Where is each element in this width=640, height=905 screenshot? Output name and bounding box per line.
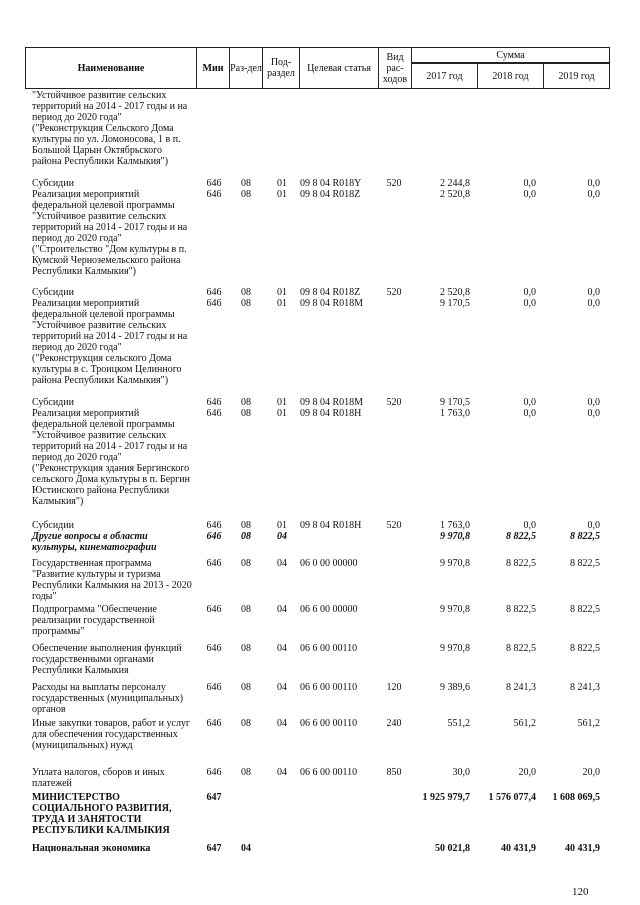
row-vid: 520 (386, 178, 402, 189)
row-min: 646 (206, 520, 222, 531)
row-min: 647 (206, 843, 222, 854)
header-razdel: Раз-дел (229, 47, 263, 89)
row-sum-2019: 8 241,3 (570, 682, 600, 693)
row-sum-2019: 20,0 (582, 767, 600, 778)
row-sum-2019: 0,0 (587, 189, 600, 200)
row-min: 646 (206, 298, 222, 309)
row-min: 646 (206, 558, 222, 569)
row-sum-2017: 2 244,8 (440, 178, 470, 189)
row-sum-2017: 2 520,8 (440, 189, 470, 200)
row-celevaya: 09 8 04 R018H (300, 408, 362, 419)
row-min: 646 (206, 682, 222, 693)
row-sum-2017: 9 970,8 (440, 604, 470, 615)
row-sum-2019: 0,0 (587, 298, 600, 309)
row-name: Субсидии (32, 397, 74, 408)
row-podrazdel: 04 (277, 682, 287, 693)
row-podrazdel: 01 (277, 189, 287, 200)
row-celevaya: 09 8 04 R018Z (300, 189, 361, 200)
row-razdel: 08 (241, 298, 251, 309)
row-name: Реализация мероприятий федеральной целевой программы "Устойчивое развитие сельских территорий на 2014 - 2017 годы и на период до 2020 года" ("Реконструкция здания Бергинского сельского Дома культуры в п. Бергин Юстинского района Республики Калмыкия") (32, 408, 190, 507)
row-min: 646 (206, 531, 222, 542)
row-sum-2019: 8 822,5 (570, 531, 600, 542)
row-sum-2017: 30,0 (452, 767, 470, 778)
row-podrazdel: 04 (277, 643, 287, 654)
header-vid: Вид рас-ходов (378, 47, 412, 89)
row-name: Реализация мероприятий федеральной целевой программы "Устойчивое развитие сельских территорий на 2014 - 2017 годы и на период до 2020 года" ("Реконструкция сельского Дома культуры в с. Троицком Целинного района Республики Калмыкия") (32, 298, 188, 386)
row-sum-2018: 0,0 (523, 298, 536, 309)
row-sum-2018: 0,0 (523, 287, 536, 298)
row-sum-2018: 561,2 (513, 718, 536, 729)
row-celevaya: 06 6 00 00110 (300, 767, 358, 778)
row-razdel: 08 (241, 189, 251, 200)
row-sum-2017: 9 970,8 (440, 531, 470, 542)
row-razdel: 08 (241, 397, 251, 408)
row-sum-2019: 40 431,9 (565, 843, 600, 854)
row-vid: 120 (386, 682, 402, 693)
row-sum-2017: 2 520,8 (440, 287, 470, 298)
page-number: 120 (572, 886, 589, 898)
row-celevaya: 09 8 04 R018M (300, 298, 364, 309)
row-razdel: 08 (241, 682, 251, 693)
row-name: Субсидии (32, 287, 74, 298)
row-sum-2019: 8 822,5 (570, 643, 600, 654)
header-name: Наименование (25, 47, 197, 89)
row-sum-2018: 8 822,5 (506, 643, 536, 654)
header-podrazdel: Под-раздел (262, 47, 300, 89)
row-min: 646 (206, 604, 222, 615)
row-razdel: 08 (241, 767, 251, 778)
row-vid: 850 (386, 767, 402, 778)
header-2017: 2017 год (411, 63, 478, 89)
row-celevaya: 09 8 04 R018Y (300, 178, 362, 189)
row-name: Национальная экономика (32, 843, 151, 854)
row-sum-2018: 0,0 (523, 397, 536, 408)
header-summa: Сумма (411, 47, 610, 63)
row-sum-2018: 8 241,3 (506, 682, 536, 693)
row-sum-2019: 561,2 (577, 718, 600, 729)
row-sum-2018: 0,0 (523, 189, 536, 200)
row-razdel: 08 (241, 718, 251, 729)
row-podrazdel: 01 (277, 298, 287, 309)
row-sum-2018: 1 576 077,4 (488, 792, 536, 803)
header-2019: 2019 год (543, 63, 610, 89)
row-razdel: 08 (241, 287, 251, 298)
row-sum-2019: 0,0 (587, 408, 600, 419)
row-podrazdel: 04 (277, 767, 287, 778)
row-podrazdel: 01 (277, 178, 287, 189)
row-min: 646 (206, 643, 222, 654)
row-sum-2019: 1 608 069,5 (552, 792, 600, 803)
row-celevaya: 09 8 04 R018H (300, 520, 362, 531)
header-min: Мин (196, 47, 230, 89)
row-sum-2019: 0,0 (587, 178, 600, 189)
row-name: Подпрограмма "Обеспечение реализации государственной программы" (32, 604, 157, 637)
row-sum-2018: 0,0 (523, 520, 536, 531)
row-name: Государственная программа "Развитие культуры и туризма Республики Калмыкия на 2013 - 2020 годы" (32, 558, 192, 602)
row-min: 646 (206, 718, 222, 729)
header-celevaya: Целевая статья (299, 47, 379, 89)
row-sum-2019: 0,0 (587, 287, 600, 298)
row-vid: 520 (386, 520, 402, 531)
row-sum-2017: 9 970,8 (440, 643, 470, 654)
row-name: Субсидии (32, 520, 74, 531)
row-razdel: 08 (241, 531, 251, 542)
row-sum-2017: 50 021,8 (435, 843, 470, 854)
row-razdel: 08 (241, 520, 251, 531)
row-sum-2018: 8 822,5 (506, 531, 536, 542)
row-sum-2018: 8 822,5 (506, 604, 536, 615)
row-celevaya: 06 6 00 00000 (300, 604, 358, 615)
row-razdel: 08 (241, 408, 251, 419)
row-razdel: 08 (241, 643, 251, 654)
row-razdel: 08 (241, 178, 251, 189)
row-celevaya: 06 6 00 00110 (300, 682, 358, 693)
row-vid: 240 (386, 718, 402, 729)
row-sum-2017: 551,2 (447, 718, 470, 729)
table-header (25, 47, 610, 89)
row-name: Обеспечение выполнения функций государственными органами Республики Калмыкия (32, 643, 182, 676)
row-celevaya: 06 0 00 00000 (300, 558, 358, 569)
row-podrazdel: 01 (277, 287, 287, 298)
row-min: 646 (206, 189, 222, 200)
header-2018: 2018 год (477, 63, 544, 89)
row-podrazdel: 01 (277, 520, 287, 531)
row-name: Расходы на выплаты персоналу государственных (муниципальных) органов (32, 682, 184, 715)
row-name: Другие вопросы в области культуры, кинематографии (32, 531, 157, 553)
row-podrazdel: 04 (277, 531, 287, 542)
row-podrazdel: 04 (277, 558, 287, 569)
row-sum-2017: 1 763,0 (440, 520, 470, 531)
row-min: 646 (206, 408, 222, 419)
row-celevaya: 09 8 04 R018M (300, 397, 364, 408)
row-razdel: 04 (241, 843, 251, 854)
row-min: 647 (206, 792, 222, 803)
row-min: 646 (206, 287, 222, 298)
row-sum-2017: 1 925 979,7 (422, 792, 470, 803)
row-min: 646 (206, 178, 222, 189)
row-celevaya: 06 6 00 00110 (300, 643, 358, 654)
row-sum-2018: 40 431,9 (501, 843, 536, 854)
row-podrazdel: 01 (277, 397, 287, 408)
row-sum-2017: 9 970,8 (440, 558, 470, 569)
row-sum-2019: 8 822,5 (570, 558, 600, 569)
row-razdel: 08 (241, 604, 251, 615)
row-name: Иные закупки товаров, работ и услуг для обеспечения государственных (муниципальных) нужд (32, 718, 191, 751)
row-sum-2018: 0,0 (523, 178, 536, 189)
row-name: Субсидии (32, 178, 74, 189)
row-sum-2017: 9 170,5 (440, 298, 470, 309)
row-podrazdel: 01 (277, 408, 287, 419)
row-sum-2018: 8 822,5 (506, 558, 536, 569)
row-min: 646 (206, 767, 222, 778)
row-name: МИНИСТЕРСТВО СОЦИАЛЬНОГО РАЗВИТИЯ, ТРУДА И ЗАНЯТОСТИ РЕСПУБЛИКИ КАЛМЫКИЯ (32, 792, 172, 836)
row-sum-2018: 0,0 (523, 408, 536, 419)
row-sum-2019: 0,0 (587, 520, 600, 531)
row-celevaya: 09 8 04 R018Z (300, 287, 361, 298)
row-podrazdel: 04 (277, 604, 287, 615)
row-vid: 520 (386, 397, 402, 408)
row-name: "Устойчивое развитие сельских территорий на 2014 - 2017 годы и на период до 2020 года" ("Реконструкция Сельского Дома культуры по ул. Ломоносова, 1 в п. Большой Царын Октябрьского района Республики Калмыкия") (32, 90, 188, 167)
row-sum-2017: 1 763,0 (440, 408, 470, 419)
row-name: Уплата налогов, сборов и иных платежей (32, 767, 165, 789)
row-celevaya: 06 6 00 00110 (300, 718, 358, 729)
row-sum-2017: 9 170,5 (440, 397, 470, 408)
row-min: 646 (206, 397, 222, 408)
row-sum-2019: 0,0 (587, 397, 600, 408)
row-sum-2017: 9 389,6 (440, 682, 470, 693)
row-vid: 520 (386, 287, 402, 298)
row-razdel: 08 (241, 558, 251, 569)
row-sum-2019: 8 822,5 (570, 604, 600, 615)
row-name: Реализация мероприятий федеральной целевой программы "Устойчивое развитие сельских территорий на 2014 - 2017 годы и на период до 2020 года" ("Строительство "Дом культуры в п. Кумской Черноземельского района Республики Калмыкия") (32, 189, 188, 277)
row-podrazdel: 04 (277, 718, 287, 729)
row-sum-2018: 20,0 (518, 767, 536, 778)
